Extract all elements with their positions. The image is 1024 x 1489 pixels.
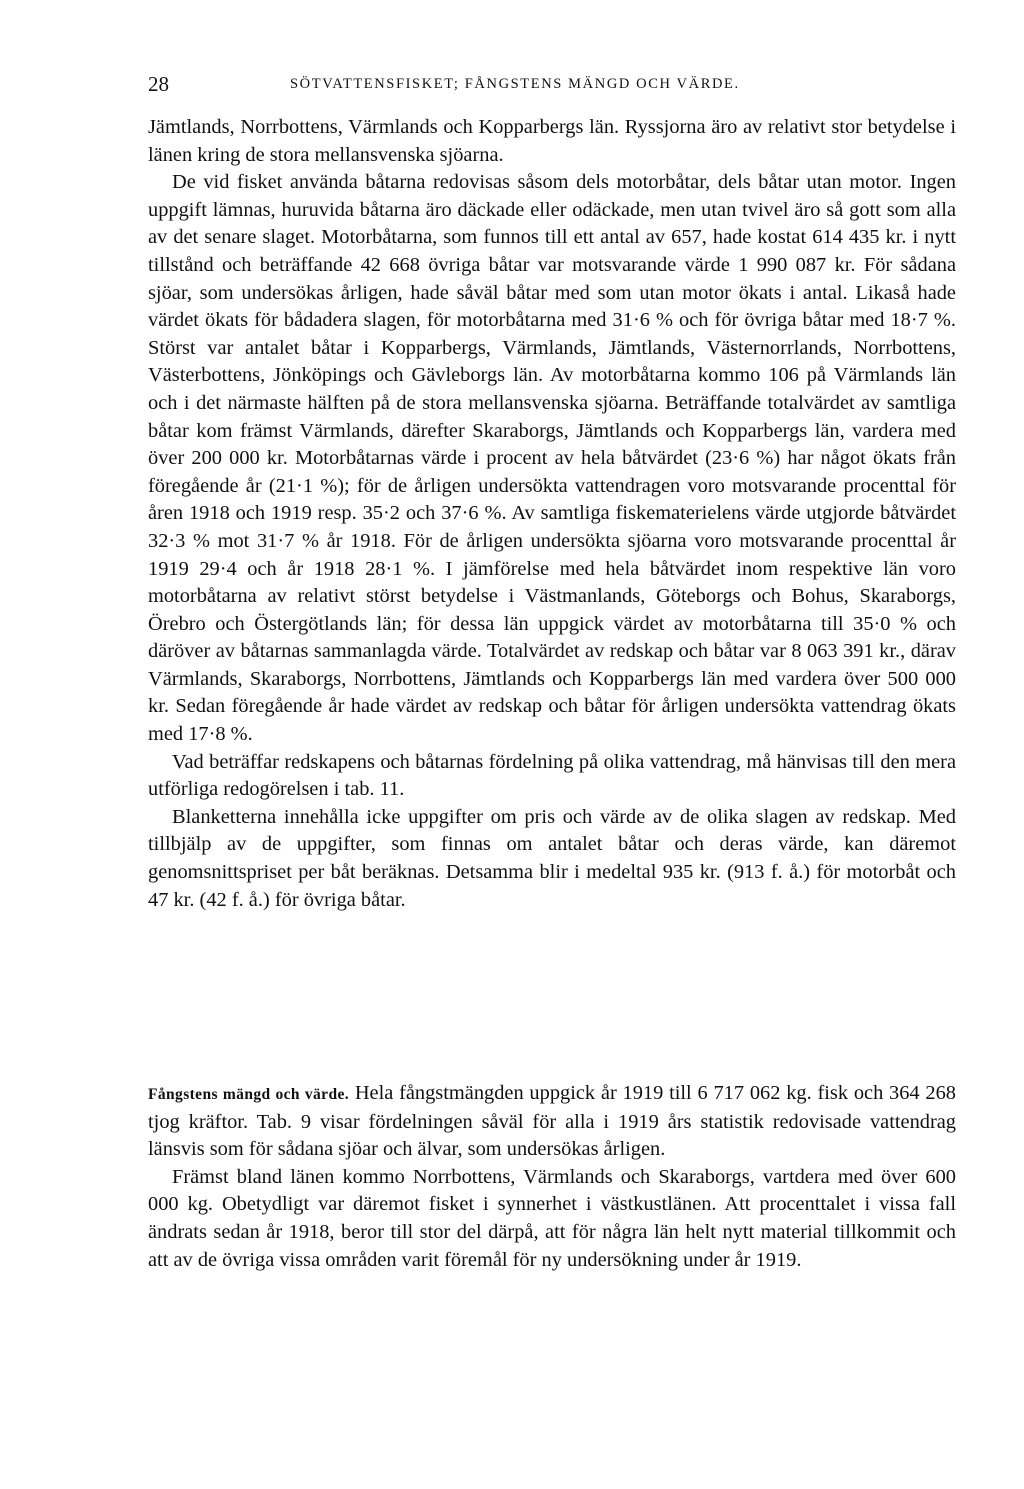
paragraph: Vad beträffar redskapens och båtarnas fördelning på olika vattendrag, må hänvisas till den mera utförliga redogörelsen i tab. 11. [148, 750, 956, 801]
paragraph: De vid fisket använda båtarna redovisas såsom dels motorbåtar, dels båtar utan motor. Ingen uppgift lämnas, huruvida båtarna äro däckade eller odäckade, men utan tvivel äro så gott som alla av det senare slaget. Motorbåtarna, som funnos till ett antal av 657, hade kostat 614 435 kr. i nytt tillstånd och beträffande 42 668 övriga båtar var motsvarande värde 1 990 087 kr. För sådana sjöar, som undersökas årligen, hade såväl båtar med som utan motor ökats i antal. Likaså hade värdet ökats för bådadera slagen, för motorbåtarna med 31·6 % och för övriga båtar med 18·7 %. Störst var antalet båtar i Kopparbergs, Värmlands, Jämtlands, Västernorrlands, Norrbottens, Västerbottens, Jönköpings och Gävleborgs län. Av motorbåtarna kommo 106 på Värmlands län och i det närmaste hälften på de stora mellansvenska sjöarna. Beträffande totalvärdet av samtliga båtar kom främst Värmlands, därefter Skaraborgs, Jämtlands och Kopparbergs län, vardera med över 200 000 kr. Motorbåtarnas värde i procent av hela båtvärdet (23·6 %) har något ökats från föregående år (21·1 %); för de årligen undersökta vattendragen voro motsvarande procenttal för åren 1918 och 1919 resp. 35·2 och 37·6 %. Av samtliga fiskematerielens värde utgjorde båtvärdet 32·3 % mot 31·7 % år 1918. För de årligen undersökta sjöarna voro motsvarande procenttal år 1919 29·4 och år 1918 28·1 %. I jämförelse med hela båtvärdet inom respektive län voro motorbåtarna av relativt störst betydelse i Västmanlands, Göteborgs och Bohus, Skaraborgs, Örebro och Östergötlands län; för dessa län uppgick värdet av motorbåtarna till 35·0 % och däröver av båtarnas sammanlagda värde. Totalvärdet av redskap och båtar var 8 063 391 kr., därav Värmlands, Skaraborgs, Norrbottens, Jämtlands och Kopparbergs län med vardera över 500 000 kr. Sedan föregående år hade värdet av redskap och båtar för årligen undersökta vattendrag ökats med 17·8 %. [148, 171, 956, 746]
paragraph: Jämtlands, Norrbottens, Värmlands och Kopparbergs län. Ryssjorna äro av relativt stor betydelse i länen kring de stora mellansvenska sjöarna. [148, 116, 956, 166]
paragraph [148, 1080, 956, 1164]
paragraph-text: Hela fångstmängden uppgick år 1919 till 6 717 062 kg. fisk och 364 268 tjog kräftor. Tab. 9 visar fördelningen såväl för alla i 1919 års statistik redovisade vattendrag länsvis som för sådana sjöar och älvar, som undersökas årligen. [148, 1082, 956, 1161]
page-number: 28 [148, 72, 169, 96]
section-catch [148, 1080, 956, 1274]
running-title: SÖTVATTENSFISKET; FÅNGSTENS MÄNGD OCH VÄRDE. [290, 76, 740, 92]
paragraph: Blanketterna innehålla icke uppgifter om pris och värde av de olika slagen av redskap. Med tillbjälp av de uppgifter, som finnas om antalet båtar och deras värde, kan däremot genomsnittspriset per båt beräknas. Detsamma blir i medeltal 935 kr. (913 f. å.) för motorbåt och 47 kr. (42 f. å.) för övriga båtar. [148, 805, 956, 911]
paragraph: Främst bland länen kommo Norrbottens, Värmlands och Skaraborgs, vartdera med över 600 000 kg. Obetydligt var däremot fisket i synnerhet i västkustlänen. Att procenttalet i vissa fall ändrats sedan år 1918, beror till stor del därpå, att för några län helt nytt material tillkommit och att av de övriga vissa områden varit föremål för ny undersökning under år 1919. [148, 1165, 956, 1271]
section-boats [148, 114, 956, 914]
section-heading: Fångstens mängd och värde. [148, 1086, 350, 1103]
page-header [148, 72, 956, 102]
